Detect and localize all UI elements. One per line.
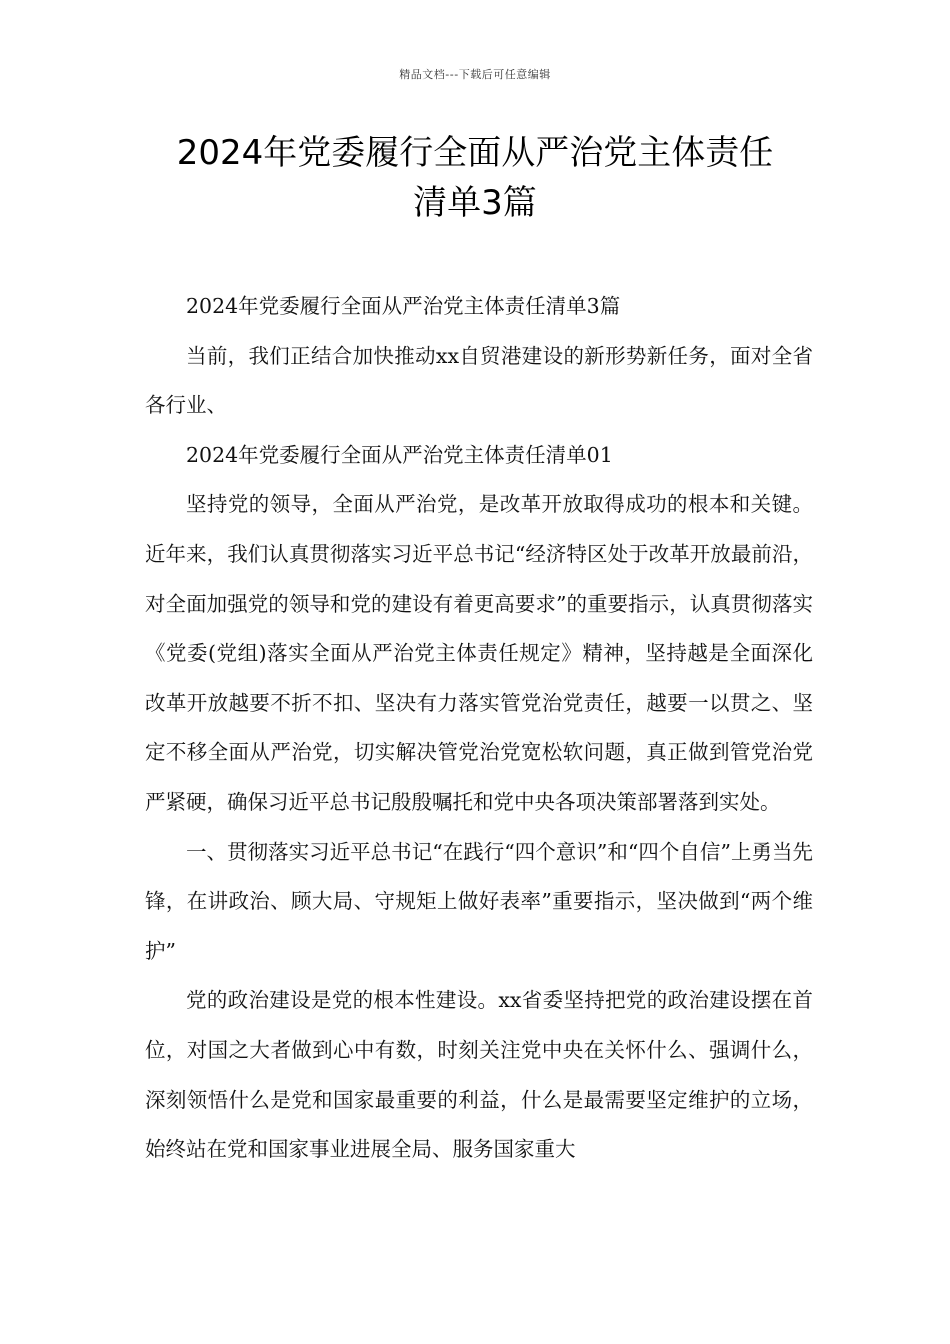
paragraph: 坚持党的领导，全面从严治党，是改革开放取得成功的根本和关键。近年来，我们认真贯彻落实习近平总书记“经济特区处于改革开放最前沿，对全面加强党的领导和党的建设有着更高要求”的重要指示，认真贯彻落实《党委(党组)落实全面从严治党主体责任规定》精神，坚持越是全面深化改革开放越要不折不扣、坚决有力落实管党治党责任，越要一以贯之、坚定不移全面从严治党，切实解决管党治党宽松软问题，真正做到管党治党严紧硬，确保习近平总书记殷殷嘱托和党中央各项决策部署落到实处。 — [145, 492, 813, 814]
paragraph-heading-1: 一、贯彻落实习近平总书记“在践行“四个意识”和“四个自信”上勇当先锋，在讲政治、顾大局、守规矩上做好表率”重要指示，坚决做到“两个维护” — [145, 839, 813, 963]
paragraph-section-title: 2024年党委履行全面从严治党主体责任清单01 — [186, 442, 613, 467]
paragraph-intro: 当前，我们正结合加快推动xx自贸港建设的新形势新任务，面对全省各行业、 — [145, 343, 813, 418]
document-title — [100, 128, 850, 228]
title-line-1: 2024年党委履行全面从严治党主体责任 — [176, 133, 774, 173]
header-note: 精品文档---下载后可任意编辑 — [399, 68, 551, 81]
paragraph: 党的政治建设是党的根本性建设。xx省委坚持把党的政治建设摆在首位，对国之大者做到心中有数，时刻关注党中央在关怀什么、强调什么，深刻领悟什么是党和国家最重要的利益，什么是最需要坚定维护的立场，始终站在党和国家事业进展全局、服务国家重大 — [145, 988, 813, 1162]
document-body — [145, 282, 813, 1175]
paragraph-subtitle: 2024年党委履行全面从严治党主体责任清单3篇 — [186, 294, 621, 318]
title-line-2: 清单3篇 — [413, 183, 537, 223]
